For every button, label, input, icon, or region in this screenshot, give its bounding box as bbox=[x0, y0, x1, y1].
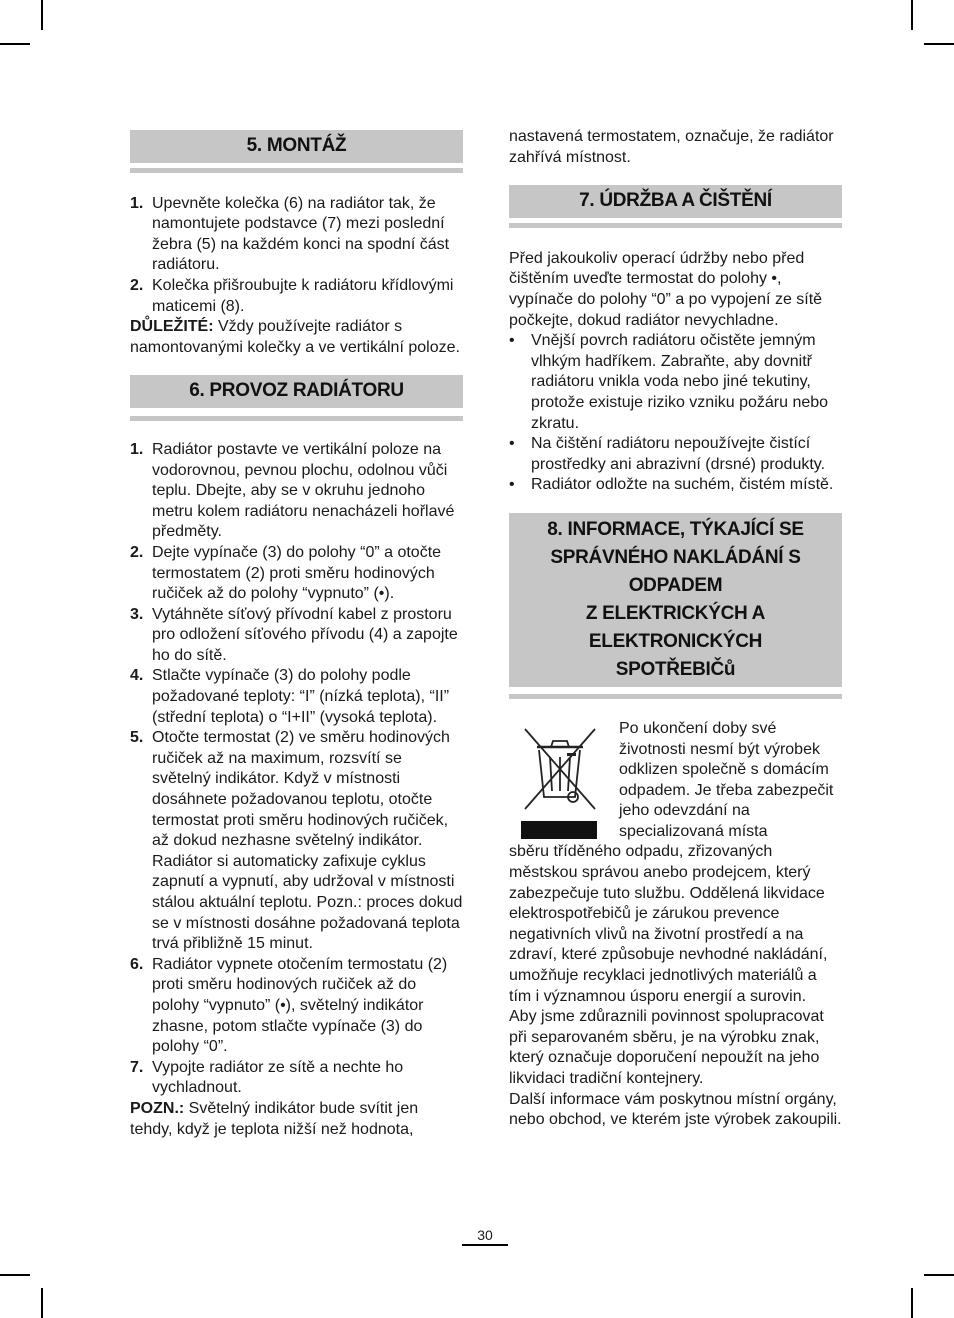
item-text: Kolečka přišroubujte k radiátoru křídlovými maticemi (8). bbox=[152, 276, 454, 315]
list-item bbox=[130, 440, 463, 543]
section-6 bbox=[130, 375, 463, 1140]
item-text: Upevněte kolečka (6) na radiátor tak, že namontujete podstavce (7) mezi poslední žebra (5) na každém konci na spodní část radiátoru. bbox=[152, 194, 450, 274]
section-5 bbox=[130, 130, 463, 358]
item-number: 2. bbox=[130, 543, 144, 561]
important-label: DŮLEŽITÉ: bbox=[130, 318, 214, 336]
item-text: Vypojte radiátor ze sítě a nechte ho vychladnout. bbox=[152, 1058, 404, 1097]
item-number: 6. bbox=[130, 955, 144, 973]
weee-paragraph: Další informace vám poskytnou místní orgány, nebo obchod, ve kterém jste výrobek zakoupili. bbox=[509, 1090, 842, 1129]
list-item bbox=[130, 1058, 463, 1099]
item-number: 1. bbox=[130, 194, 144, 212]
crop-mark bbox=[0, 43, 30, 45]
section-7 bbox=[509, 185, 842, 496]
bullet: • bbox=[509, 476, 515, 494]
crop-mark bbox=[0, 1274, 30, 1276]
item-text: Radiátor odložte na suchém, čistém místě. bbox=[531, 476, 834, 494]
list-item bbox=[130, 728, 463, 955]
note-label: POZN.: bbox=[130, 1099, 185, 1117]
item-text: Radiátor postavte ve vertikální poloze na vodorovnou, pevnou plochu, odolnou vůči teplu. Dbejte, aby se v okruhu jednoho metru kolem radiátoru nenacházeli hořlavé předměty. bbox=[152, 440, 455, 541]
important-note bbox=[130, 317, 463, 358]
heading-line: SPRÁVNÉHO NAKLÁDÁNÍ S ODPADEM bbox=[550, 546, 801, 596]
weee-block bbox=[509, 719, 842, 843]
list-item bbox=[130, 543, 463, 605]
note-text: Světelný indikátor bude svítit jen tehdy, když je teplota nižší než hodnota, bbox=[130, 1099, 419, 1138]
crop-mark bbox=[924, 43, 954, 45]
left-column bbox=[130, 130, 463, 1140]
section-divider bbox=[509, 694, 842, 699]
bullet: • bbox=[509, 332, 515, 350]
item-number: 2. bbox=[130, 276, 144, 294]
weee-side-text: Po ukončení doby své životnosti nesmí být výrobek odklizen společně s domácím odpadem. Je třeba zabezpečit jeho odevzdání na specializovaná místa bbox=[619, 719, 834, 840]
section-8-heading bbox=[509, 513, 842, 687]
item-text: Stlačte vypínače (3) do polohy podle požadované teploty: “I” (nízká teplota), “II” (střední teplota) o “I+II” (vysoká teplota). bbox=[152, 667, 450, 726]
item-text: Dejte vypínače (3) do polohy “0” a otočte termostatem (2) proti směru hodinových ručiček až do polohy “vypnuto” (•). bbox=[152, 543, 442, 603]
item-number: 3. bbox=[130, 605, 144, 623]
item-text: Radiátor vypnete otočením termostatu (2) proti směru hodinových ručiček až do polohy “vypnuto” (•), světelný indikátor zhasne, potom stlačte vypínače (3) do polohy “0”. bbox=[152, 955, 448, 1056]
section-7-heading: 7. ÚDRŽBA A ČIŠTĚNÍ bbox=[509, 185, 842, 218]
crop-mark bbox=[911, 0, 913, 30]
section-6-continuation: nastavená termostatem, označuje, že radiátor zahřívá místnost. bbox=[509, 128, 834, 166]
list-item bbox=[509, 475, 842, 496]
list-item bbox=[130, 955, 463, 1058]
list-item bbox=[130, 666, 463, 728]
heading-line: 8. INFORMACE, TÝKAJÍCÍ SE bbox=[547, 518, 804, 540]
item-number: 1. bbox=[130, 440, 144, 458]
right-column bbox=[509, 127, 842, 1131]
list-item bbox=[130, 605, 463, 667]
crop-mark bbox=[41, 0, 43, 30]
section-divider bbox=[130, 168, 463, 173]
list-item bbox=[509, 434, 842, 475]
crop-mark bbox=[911, 1288, 913, 1318]
section-8 bbox=[509, 513, 842, 1131]
section-6-list bbox=[130, 440, 463, 1099]
item-text: Na čištění radiátoru nepoužívejte čistící prostředky ani abrazivní (drsné) produkty. bbox=[531, 435, 826, 473]
item-number: 7. bbox=[130, 1058, 144, 1076]
crop-mark bbox=[924, 1274, 954, 1276]
weee-paragraph: Aby jsme zdůraznili povinnost spolupracovat při separovaném sběru, je na výrobku znak, který označuje doporučení nepoužít na jeho likvidaci tradiční kontejnery. bbox=[509, 1008, 824, 1087]
important-text: Vždy používejte radiátor s namontovanými kolečky a ve vertikální poloze. bbox=[130, 318, 460, 356]
section-7-intro: Před jakoukoliv operací údržby nebo před čištěním uveďte termostat do polohy •, vypínače do polohy “0” a po vypojení ze sítě počkejte, dokud radiátor nevychladne. bbox=[509, 249, 823, 329]
item-text: Otočte termostat (2) ve směru hodinových ručiček až na maximum, rozsvítí se světelný indikátor. Když v místnosti dosáhnete požadovanou teplotu, otočte termostat proti směru hodinových ručiček, až dokud nezhasne světelný indikátor. Radiátor si automaticky zafixuje cyklus zapnutí a vypnutí, aby udržoval v místnosti stálou aktuální teplotu. Pozn.: proces dokud se v místnosti dosáhne požadovaná teplota trvá přibližně 15 minut. bbox=[152, 729, 463, 953]
section-6-heading: 6. PROVOZ RADIÁTORU bbox=[130, 375, 463, 408]
heading-line: SPOTŘEBIČů bbox=[615, 658, 736, 680]
item-number: 4. bbox=[130, 667, 144, 685]
section-5-heading: 5. MONTÁŽ bbox=[130, 130, 463, 163]
section-divider bbox=[509, 223, 842, 228]
item-number: 5. bbox=[130, 729, 144, 747]
list-item bbox=[130, 194, 463, 276]
section-5-list bbox=[130, 194, 463, 318]
crop-mark bbox=[41, 1288, 43, 1318]
heading-line: Z ELEKTRICKÝCH A ELEKTRONICKÝCH bbox=[585, 602, 766, 652]
list-item bbox=[509, 331, 842, 434]
list-item bbox=[130, 276, 463, 317]
note bbox=[130, 1099, 463, 1140]
item-text: Vnější povrch radiátoru očistěte jemným vlhkým hadříkem. Zabraňte, aby dovnitř radiátoru vnikla voda nebo jiné tekutiny, protože existuje riziko vzniku požáru nebo zkratu. bbox=[531, 332, 829, 432]
weee-paragraph: sběru tříděného odpadu, zřizovaných městskou správou anebo prodejcem, který zabezpečuje tuto službu. Oddělená likvidace elektrospotřebičů je zárukou prevence negativních vlivů na životní prostředí a na zdraví, které způsobuje nevhodné nakládání, umožňuje recyklaci jednotlivých materiálů a tím i významnou úsporu energií a surovin. bbox=[509, 843, 828, 1005]
section-7-list bbox=[509, 331, 842, 496]
item-text: Vytáhněte síťový přívodní kabel z prostoru pro odložení síťového přívodu (4) a zapojte ho do sítě. bbox=[152, 605, 458, 664]
page-number: 30 bbox=[462, 1226, 508, 1246]
section-divider bbox=[130, 416, 463, 421]
bullet: • bbox=[509, 435, 515, 453]
crossed-out-wheelie-bin-icon bbox=[517, 725, 601, 843]
